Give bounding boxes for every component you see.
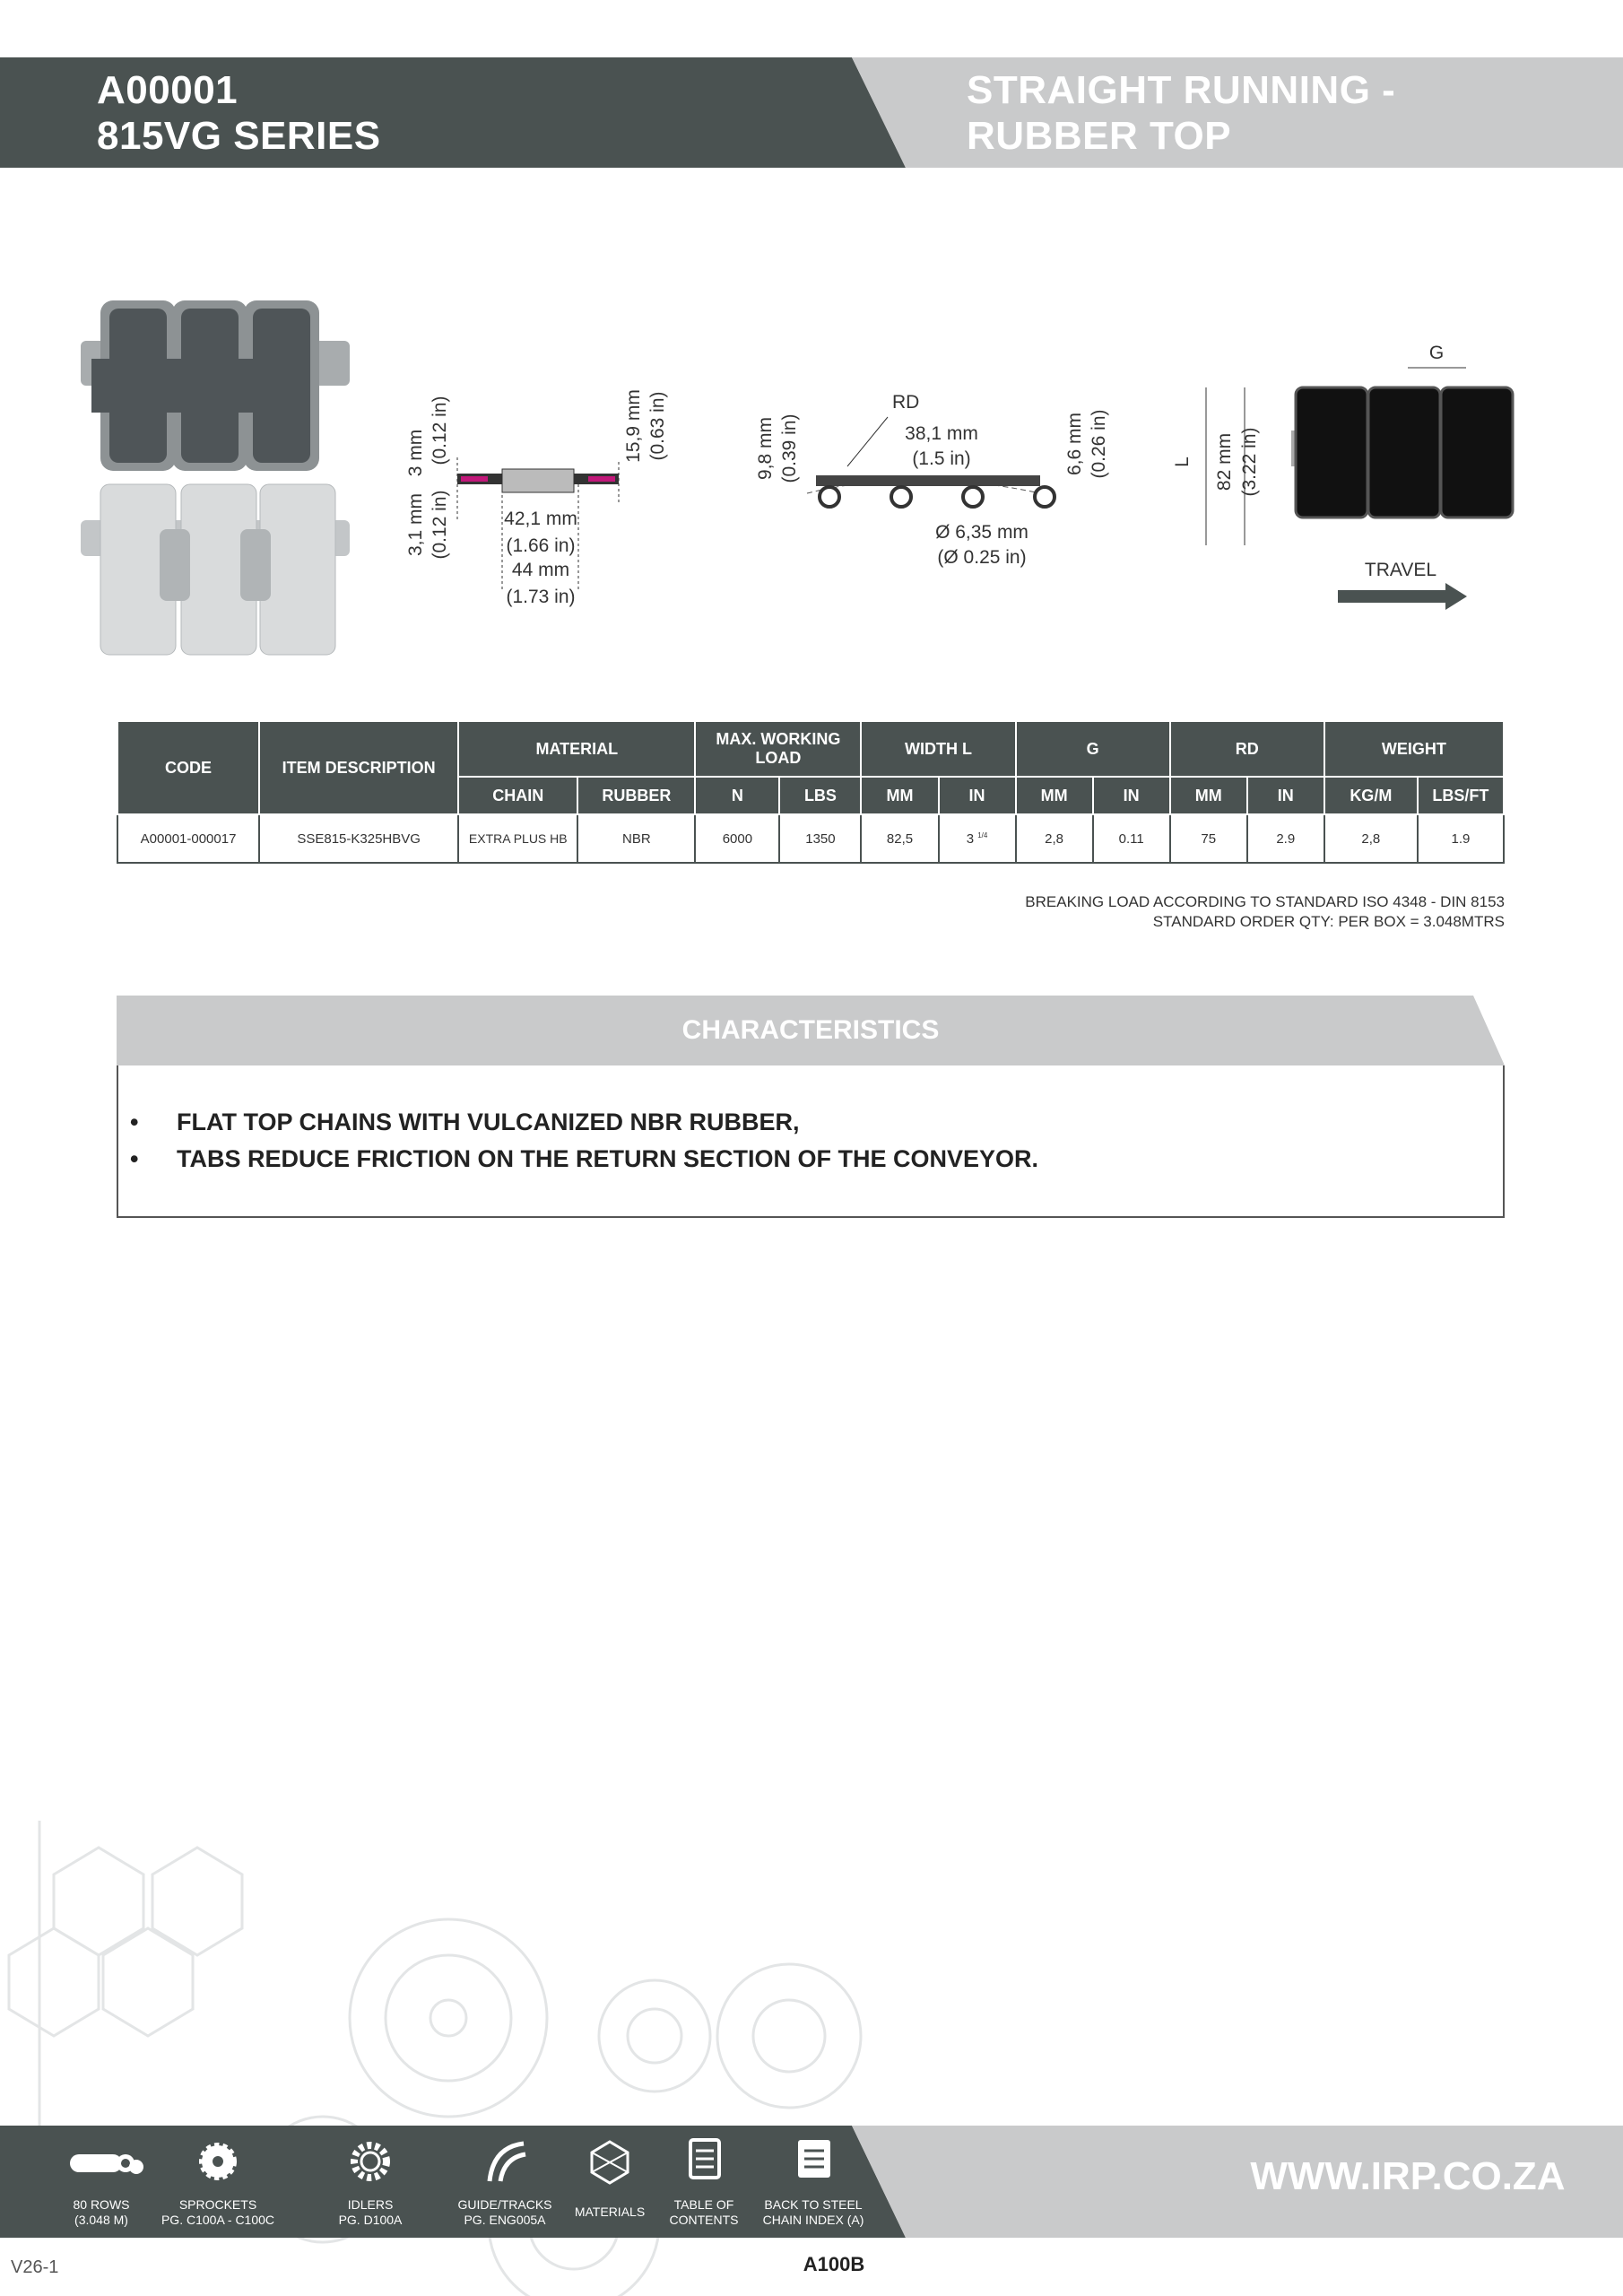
rollers-icon — [34, 2136, 169, 2187]
dim-pitch-in: (1.5 in) — [912, 448, 971, 469]
col-lbsft: LBS/FT — [1418, 777, 1504, 814]
dim-3mm-in: (0.12 in) — [430, 396, 450, 465]
product-code: A00001 — [97, 68, 239, 112]
cell-lbs: 1350 — [779, 814, 861, 863]
nav-label-line1: TABLE OF — [673, 2197, 734, 2212]
col-width-l: WIDTH L — [861, 721, 1015, 777]
travel-arrow-icon — [1338, 583, 1467, 610]
dim-44mm-in: (1.73 in) — [506, 587, 576, 607]
characteristic-text: FLAT TOP CHAINS WITH VULCANIZED NBR RUBBER, — [177, 1109, 800, 1135]
col-rd: RD — [1170, 721, 1324, 777]
dim-44mm: 44 mm — [511, 560, 570, 580]
dim-9-8mm: 9,8 mm — [755, 416, 776, 481]
nav-label-line2: CONTENTS — [669, 2213, 739, 2227]
cell-rd-in: 2.9 — [1247, 814, 1324, 863]
col-g: G — [1016, 721, 1170, 777]
dim-3-1mm-in: (0.12 in) — [430, 490, 450, 560]
nav-back-to-steel-chain-index[interactable] — [746, 2126, 881, 2238]
spec-table — [117, 720, 1505, 864]
cell-code: A00001-000017 — [117, 814, 259, 863]
col-chain: CHAIN — [458, 777, 577, 814]
characteristics-box — [117, 1065, 1505, 1218]
dim-82mm-in: (3.22 in) — [1239, 427, 1260, 497]
nav-label-line1: GUIDE/TRACKS — [457, 2197, 552, 2212]
col-width-mm: MM — [861, 777, 938, 814]
side-view-drawing — [395, 377, 690, 619]
cell-g-mm: 2,8 — [1016, 814, 1093, 863]
table-notes — [1025, 892, 1505, 932]
nav-label-line2: CHAIN INDEX (A) — [762, 2213, 864, 2227]
idler-icon — [303, 2136, 438, 2187]
col-weight: WEIGHT — [1324, 721, 1504, 777]
width-in-whole: 3 — [966, 831, 975, 847]
dim-42-1mm: 42,1 mm — [504, 509, 577, 529]
cell-width-in — [939, 814, 1016, 863]
nav-label-line1: BACK TO STEEL — [764, 2197, 863, 2212]
col-rd-in: IN — [1247, 777, 1324, 814]
chain-photo-bottom — [81, 484, 350, 655]
dim-3-1mm: 3,1 mm — [405, 492, 426, 557]
note-breaking-load: BREAKING LOAD ACCORDING TO STANDARD ISO 4348 - DIN 8153 — [1025, 893, 1505, 910]
category-line-1: STRAIGHT RUNNING - — [967, 68, 1396, 112]
top-view-drawing — [1166, 332, 1551, 614]
nav-sprockets[interactable] — [151, 2126, 285, 2238]
col-n: N — [695, 777, 779, 814]
version-label: V26-1 — [11, 2257, 59, 2277]
dim-g: G — [1428, 343, 1445, 363]
nav-label-line1: IDLERS — [347, 2197, 394, 2212]
nav-label-line1: MATERIALS — [574, 2205, 646, 2219]
nav-label-line2: PG. ENG005A — [464, 2213, 546, 2227]
width-in-fraction: 1/4 — [977, 831, 988, 839]
document-icon — [746, 2136, 881, 2187]
website-link[interactable]: WWW.IRP.CO.ZA — [1250, 2154, 1566, 2198]
dim-3mm: 3 mm — [405, 429, 426, 477]
cell-description: SSE815-K325HBVG — [259, 814, 458, 863]
profile-drawing — [744, 377, 1121, 583]
product-title — [97, 67, 381, 159]
col-rubber: RUBBER — [577, 777, 695, 814]
dim-9-8mm-in: (0.39 in) — [779, 413, 800, 483]
dim-6-6mm-in: (0.26 in) — [1089, 409, 1109, 479]
col-rd-mm: MM — [1170, 777, 1247, 814]
nav-label-line2: PG. D100A — [338, 2213, 403, 2227]
travel-label: TRAVEL — [1364, 560, 1437, 580]
characteristics-title: CHARACTERISTICS — [681, 1015, 940, 1045]
dim-l: L — [1172, 457, 1193, 467]
product-photo — [81, 296, 359, 659]
dim-42-1mm-in: (1.66 in) — [506, 535, 576, 556]
nav-label-line1: SPROCKETS — [178, 2197, 257, 2212]
cell-lbsft: 1.9 — [1418, 814, 1504, 863]
dim-82mm: 82 mm — [1214, 432, 1235, 491]
cell-chain: EXTRA PLUS HB — [458, 814, 577, 863]
bullet-icon: • — [130, 1109, 139, 1135]
nav-label-line1: 80 ROWS — [73, 2197, 130, 2212]
nav-rollers[interactable] — [34, 2126, 169, 2238]
cell-n: 6000 — [695, 814, 779, 863]
product-category — [967, 67, 1395, 159]
nav-label-line2: (3.048 M) — [74, 2213, 128, 2227]
cell-g-in: 0.11 — [1093, 814, 1170, 863]
cell-width-mm: 82,5 — [861, 814, 938, 863]
chain-photo-top — [81, 300, 350, 471]
cell-kgm: 2,8 — [1324, 814, 1418, 863]
col-lbs: LBS — [779, 777, 861, 814]
cell-rd-mm: 75 — [1170, 814, 1247, 863]
dim-rd: RD — [892, 392, 920, 413]
nav-idlers[interactable] — [303, 2126, 438, 2238]
col-material: MATERIAL — [458, 721, 695, 777]
cell-rubber: NBR — [577, 814, 695, 863]
col-g-mm: MM — [1016, 777, 1093, 814]
dim-6-6mm: 6,6 mm — [1064, 412, 1085, 476]
category-line-2: RUBBER TOP — [967, 114, 1232, 158]
nav-label-line2: PG. C100A - C100C — [161, 2213, 275, 2227]
table-row — [117, 814, 1504, 863]
product-series: 815VG SERIES — [97, 114, 381, 158]
table-header-row — [117, 721, 1504, 777]
col-code: CODE — [117, 721, 259, 814]
bullet-icon: • — [130, 1145, 139, 1172]
characteristic-text: TABS REDUCE FRICTION ON THE RETURN SECTION OF THE CONVEYOR. — [177, 1145, 1039, 1172]
list-item — [130, 1145, 1039, 1173]
dim-15-9mm: 15,9 mm — [623, 389, 644, 463]
dim-pin: Ø 6,35 mm — [935, 522, 1028, 543]
col-kgm: KG/M — [1324, 777, 1418, 814]
dim-15-9mm-in: (0.63 in) — [647, 391, 668, 461]
dim-pitch: 38,1 mm — [905, 423, 978, 444]
page-number: A100B — [803, 2253, 865, 2275]
col-width-in: IN — [939, 777, 1016, 814]
col-item-description: ITEM DESCRIPTION — [259, 721, 458, 814]
list-item — [130, 1109, 800, 1136]
sprocket-icon — [151, 2136, 285, 2187]
col-g-in: IN — [1093, 777, 1170, 814]
col-max-working-load: MAX. WORKING LOAD — [695, 721, 861, 777]
note-order-qty: STANDARD ORDER QTY: PER BOX = 3.048MTRS — [1152, 913, 1505, 930]
dim-pin-in: (Ø 0.25 in) — [937, 547, 1027, 568]
